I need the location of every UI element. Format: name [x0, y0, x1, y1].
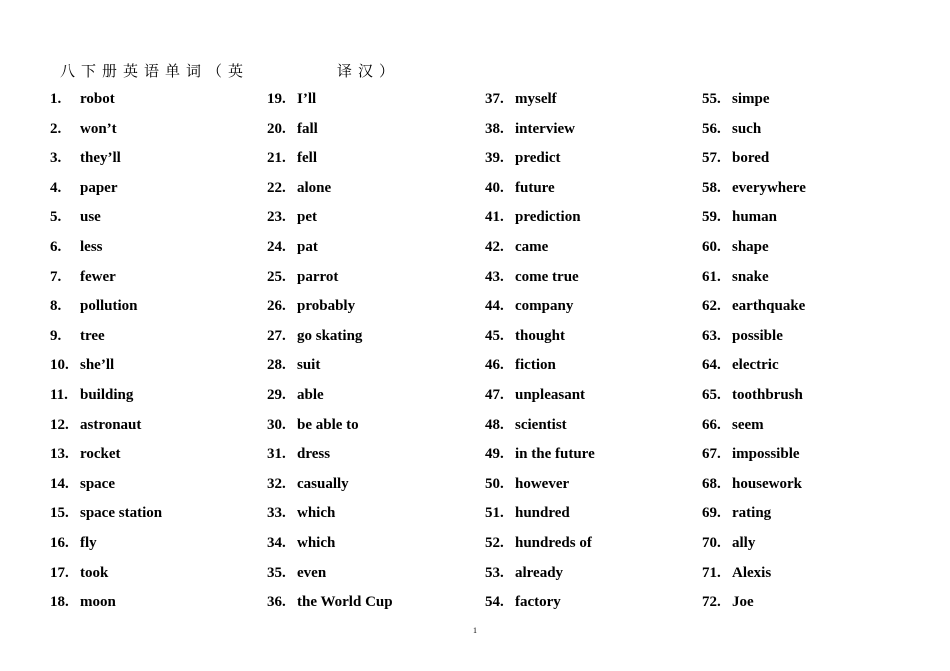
item-number: 52. — [485, 534, 504, 551]
item-number: 69. — [702, 505, 721, 522]
vocabulary-word: come true — [515, 268, 579, 285]
item-number: 22. — [267, 179, 286, 196]
item-number: 46. — [485, 357, 504, 374]
item-number: 57. — [702, 150, 721, 167]
item-number: 41. — [485, 209, 504, 226]
item-number: 51. — [485, 505, 504, 522]
item-number: 5. — [50, 209, 62, 226]
item-number: 43. — [485, 268, 504, 285]
item-number: 35. — [267, 564, 286, 581]
vocabulary-word: Joe — [732, 594, 754, 611]
vocabulary-word: such — [732, 120, 762, 137]
item-number: 23. — [267, 209, 286, 226]
vocabulary-word: probably — [297, 298, 356, 315]
vocabulary-word: suit — [297, 357, 321, 374]
vocabulary-word: they’ll — [80, 150, 121, 167]
item-number: 55. — [702, 91, 721, 107]
item-number: 32. — [267, 475, 286, 492]
vocabulary-word: building — [80, 386, 134, 403]
item-number: 3. — [50, 150, 62, 167]
vocabulary-word: I’ll — [297, 91, 317, 107]
vocabulary-word: factory — [515, 594, 561, 611]
vocabulary-word: hundreds of — [515, 534, 592, 551]
item-number: 27. — [267, 327, 286, 344]
vocabulary-word: electric — [732, 357, 779, 374]
vocabulary-word: alone — [297, 179, 332, 196]
vocabulary-word: unpleasant — [515, 386, 586, 403]
item-number: 15. — [50, 505, 69, 522]
vocabulary-word: the World Cup — [297, 594, 393, 611]
item-number: 37. — [485, 91, 504, 107]
vocabulary-word: thought — [515, 327, 566, 344]
vocabulary-word: predict — [515, 150, 561, 167]
item-number: 6. — [50, 238, 62, 255]
item-number: 63. — [702, 327, 721, 344]
vocabulary-word: use — [80, 209, 101, 226]
vocabulary-word: rating — [732, 505, 772, 522]
item-number: 45. — [485, 327, 504, 344]
vocabulary-word: impossible — [732, 446, 800, 463]
vocabulary-word: simpe — [732, 91, 770, 107]
vocabulary-word: Alexis — [732, 564, 772, 581]
item-number: 21. — [267, 150, 286, 167]
vocabulary-word: fewer — [80, 268, 116, 285]
item-number: 67. — [702, 446, 721, 463]
vocabulary-word: already — [515, 564, 564, 581]
item-number: 59. — [702, 209, 721, 226]
item-number: 4. — [50, 179, 62, 196]
vocabulary-word: future — [515, 179, 555, 196]
item-number: 17. — [50, 564, 69, 581]
item-number: 20. — [267, 120, 286, 137]
vocabulary-word: ally — [732, 534, 756, 551]
item-number: 47. — [485, 386, 504, 403]
item-number: 34. — [267, 534, 286, 551]
vocabulary-word: astronaut — [80, 416, 142, 433]
vocabulary-word: pollution — [80, 298, 138, 315]
item-number: 11. — [50, 386, 68, 403]
vocabulary-word: came — [515, 238, 549, 255]
vocabulary-word: tree — [80, 327, 105, 344]
item-number: 2. — [50, 120, 62, 137]
vocabulary-word: which — [297, 534, 336, 551]
vocabulary-word: earthquake — [732, 298, 806, 315]
vocabulary-word: which — [297, 505, 336, 522]
vocabulary-word: pat — [297, 238, 318, 255]
vocabulary-word: casually — [297, 475, 349, 492]
item-number: 25. — [267, 268, 286, 285]
vocabulary-word: even — [297, 564, 327, 581]
item-number: 72. — [702, 594, 721, 611]
vocabulary-word: scientist — [515, 416, 567, 433]
item-number: 49. — [485, 446, 504, 463]
vocabulary-word: human — [732, 209, 778, 226]
item-number: 29. — [267, 386, 286, 403]
vocabulary-word: snake — [732, 268, 769, 285]
vocabulary-word: took — [80, 564, 109, 581]
item-number: 14. — [50, 475, 69, 492]
page-number: 1 — [473, 626, 477, 635]
item-number: 9. — [50, 327, 62, 344]
vocabulary-word: won’t — [80, 120, 117, 137]
vocabulary-word: fell — [297, 150, 317, 167]
vocabulary-word: parrot — [297, 268, 339, 285]
vocabulary-word: interview — [515, 120, 575, 137]
vocabulary-word: fall — [297, 120, 318, 137]
vocabulary-word: everywhere — [732, 179, 806, 196]
item-number: 56. — [702, 120, 721, 137]
item-number: 60. — [702, 238, 721, 255]
item-number: 7. — [50, 268, 62, 285]
item-number: 33. — [267, 505, 286, 522]
item-number: 12. — [50, 416, 69, 433]
item-number: 10. — [50, 357, 69, 374]
item-number: 58. — [702, 179, 721, 196]
item-number: 31. — [267, 446, 286, 463]
vocabulary-word: housework — [732, 475, 803, 492]
vocabulary-word: shape — [732, 238, 769, 255]
vocabulary-word: able — [297, 386, 324, 403]
vocabulary-word: hundred — [515, 505, 570, 522]
item-number: 68. — [702, 475, 721, 492]
vocabulary-word: robot — [80, 91, 115, 107]
item-number: 28. — [267, 357, 286, 374]
item-number: 65. — [702, 386, 721, 403]
vocabulary-word: less — [80, 238, 103, 255]
item-number: 71. — [702, 564, 721, 581]
item-number: 61. — [702, 268, 721, 285]
item-number: 40. — [485, 179, 504, 196]
item-number: 62. — [702, 298, 721, 315]
item-number: 18. — [50, 594, 69, 611]
item-number: 16. — [50, 534, 69, 551]
vocabulary-word: go skating — [297, 327, 363, 344]
item-number: 38. — [485, 120, 504, 137]
item-number: 1. — [50, 91, 62, 107]
item-number: 8. — [50, 298, 62, 315]
item-number: 64. — [702, 357, 721, 374]
item-number: 30. — [267, 416, 286, 433]
vocabulary-word: bored — [732, 150, 770, 167]
item-number: 48. — [485, 416, 504, 433]
item-number: 50. — [485, 475, 504, 492]
item-number: 24. — [267, 238, 286, 255]
item-number: 54. — [485, 594, 504, 611]
vocabulary-word: she’ll — [80, 357, 115, 374]
item-number: 13. — [50, 446, 69, 463]
vocabulary-word: paper — [80, 179, 118, 196]
item-number: 70. — [702, 534, 721, 551]
item-number: 44. — [485, 298, 504, 315]
vocabulary-word: company — [515, 298, 574, 315]
vocabulary-word: space station — [80, 505, 163, 522]
title-part-chinese: 译汉） — [337, 62, 401, 80]
vocabulary-word: fly — [80, 534, 97, 551]
vocabulary-word: pet — [297, 209, 317, 226]
vocabulary-word: toothbrush — [732, 386, 803, 403]
vocabulary-word: space — [80, 475, 115, 492]
vocabulary-word: fiction — [515, 357, 556, 374]
item-number: 26. — [267, 298, 286, 315]
item-number: 39. — [485, 150, 504, 167]
item-number: 36. — [267, 594, 286, 611]
page-title — [60, 60, 401, 80]
item-number: 19. — [267, 91, 286, 107]
vocabulary-word: myself — [515, 91, 557, 107]
item-number: 66. — [702, 416, 721, 433]
vocabulary-word: rocket — [80, 446, 121, 463]
vocabulary-word: moon — [80, 594, 116, 611]
vocabulary-word: be able to — [297, 416, 359, 433]
vocabulary-word: possible — [732, 327, 783, 344]
vocabulary-word: dress — [297, 446, 331, 463]
vocabulary-word: prediction — [515, 209, 581, 226]
item-number: 42. — [485, 238, 504, 255]
vocabulary-word: in the future — [515, 446, 595, 463]
vocabulary-word: however — [515, 475, 570, 492]
item-number: 53. — [485, 564, 504, 581]
title-part-english: 八下册英语单词（英 — [60, 62, 250, 80]
vocabulary-word: seem — [732, 416, 764, 433]
